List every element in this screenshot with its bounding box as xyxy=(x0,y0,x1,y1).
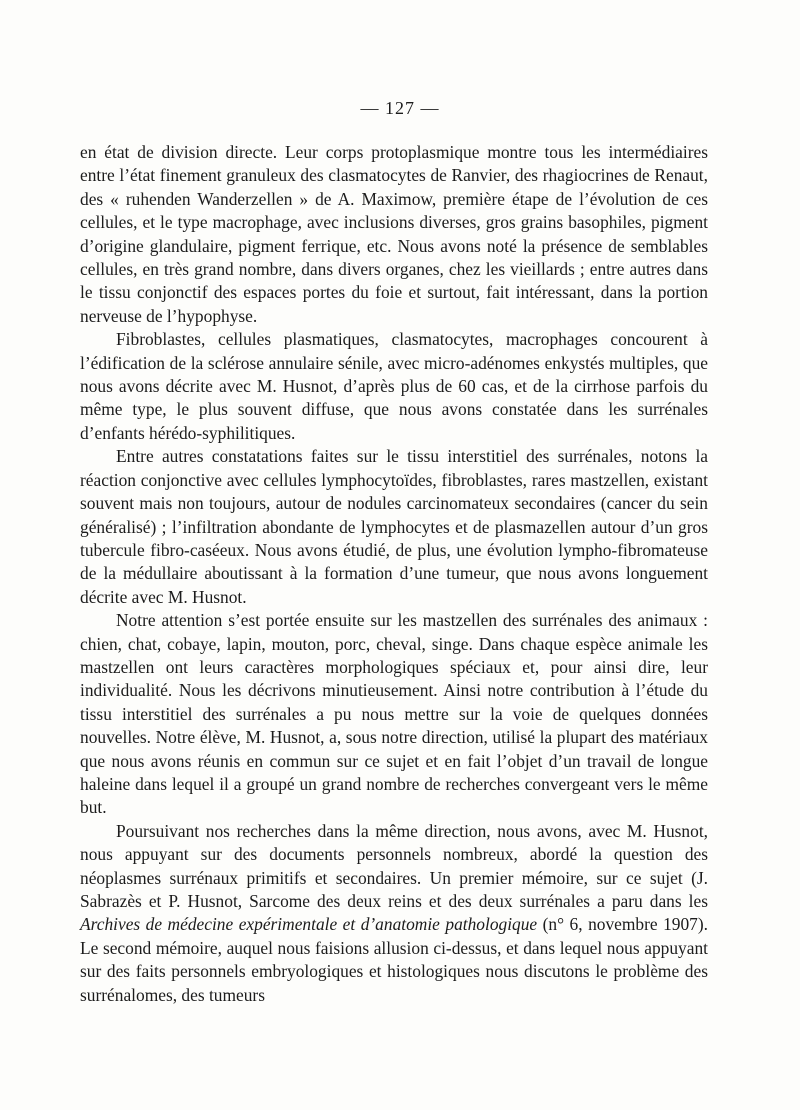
paragraph-4 xyxy=(80,609,708,820)
paragraph-text: Poursuivant nos recherches dans la même direction, nous avons, avec M. Husnot, nous appuyant sur des documents personnels nombreux, abordé la question des néoplasmes surrénaux primitifs et secondaires. Un premier mémoire, sur ce sujet (J. Sabrazès et P. Husnot, Sarcome des deux reins et des deux surrénales a paru dans les xyxy=(80,820,708,911)
paragraph-3 xyxy=(80,445,708,609)
body-text xyxy=(80,141,708,1007)
paragraph-1 xyxy=(80,141,708,328)
paragraph-text: (n° 6, novembre 1907). Le second mémoire, auquel nous faisions allusion ci-dessus, et dans lequel nous appuyant sur des faits personnels embryologiques et histologiques nous discutons le problème des surrénalomes, des tumeurs xyxy=(80,914,708,1005)
paragraph-5 xyxy=(80,820,708,1007)
paragraph-text: en état de division directe. Leur corps protoplasmique montre tous les intermédiaires entre l’état finement granuleux des clasmatocytes de Ranvier, des rhagiocrines de Renaut, des « ruhenden Wanderzellen » de A. Maximow, première étape de l’évolution de ces cellules, et le type macrophage, avec inclusions diverses, gros grains basophiles, pigment d’origine glandulaire, pigment ferrique, etc. Nous avons noté la présence de semblables cellules, en très grand nombre, dans divers organes, chez les vieillards ; entre autres dans le tissu conjonctif des espaces portes du foie et surtout, fait intéressant, dans la portion nerveuse de l’hypophyse. xyxy=(80,142,708,326)
paragraph-text: Fibroblastes, cellules plasmatiques, clasmatocytes, macrophages concourent à l’édification de la sclérose annulaire sénile, avec micro-adénomes enkystés multiples, que nous avons décrite avec M. Husnot, d’après plus de 60 cas, et de la cirrhose parfois du même type, le plus souvent diffuse, que nous avons constatée dans les surrénales d’enfants hérédo-syphilitiques. xyxy=(80,329,708,443)
paragraph-2 xyxy=(80,328,708,445)
page-number: — 127 — xyxy=(360,98,440,118)
paragraph-text: Notre attention s’est portée ensuite sur les mastzellen des surrénales des animaux : chien, chat, cobaye, lapin, mouton, porc, cheval, singe. Dans chaque espèce animale les mastzellen ont leurs caractères morphologiques spéciaux et, pour ainsi dire, leur individualité. Nous les décrivons minutieusement. Ainsi notre contribution à l’étude du tissu interstitiel des surrénales a pu nous mettre sur la voie de quelques données nouvelles. Notre élève, M. Husnot, a, sous notre direction, utilisé la plupart des matériaux que nous avons réunis en commun sur ce sujet et en fait l’objet d’un travail de longue haleine dans lequel il a groupé un grand nombre de recherches convergeant vers le même but. xyxy=(80,610,708,818)
paragraph-text: Entre autres constatations faites sur le tissu interstitiel des surrénales, notons la réaction conjonctive avec cellules lymphocytoïdes, fibroblastes, rares mastzellen, existant souvent mais non toujours, autour de nodules carcinomateux secondaires (cancer du sein généralisé) ; l’infiltration abondante de lymphocytes et de plasmazellen autour d’un gros tubercule fibro-caséeux. Nous avons étudié, de plus, une évolution lympho-fibromateuse de la médullaire aboutissant à la formation d’une tumeur, que nous avons longuement décrite avec M. Husnot. xyxy=(80,446,708,607)
journal-title: Archives de médecine expérimentale et d’anatomie pathologique xyxy=(80,914,538,935)
